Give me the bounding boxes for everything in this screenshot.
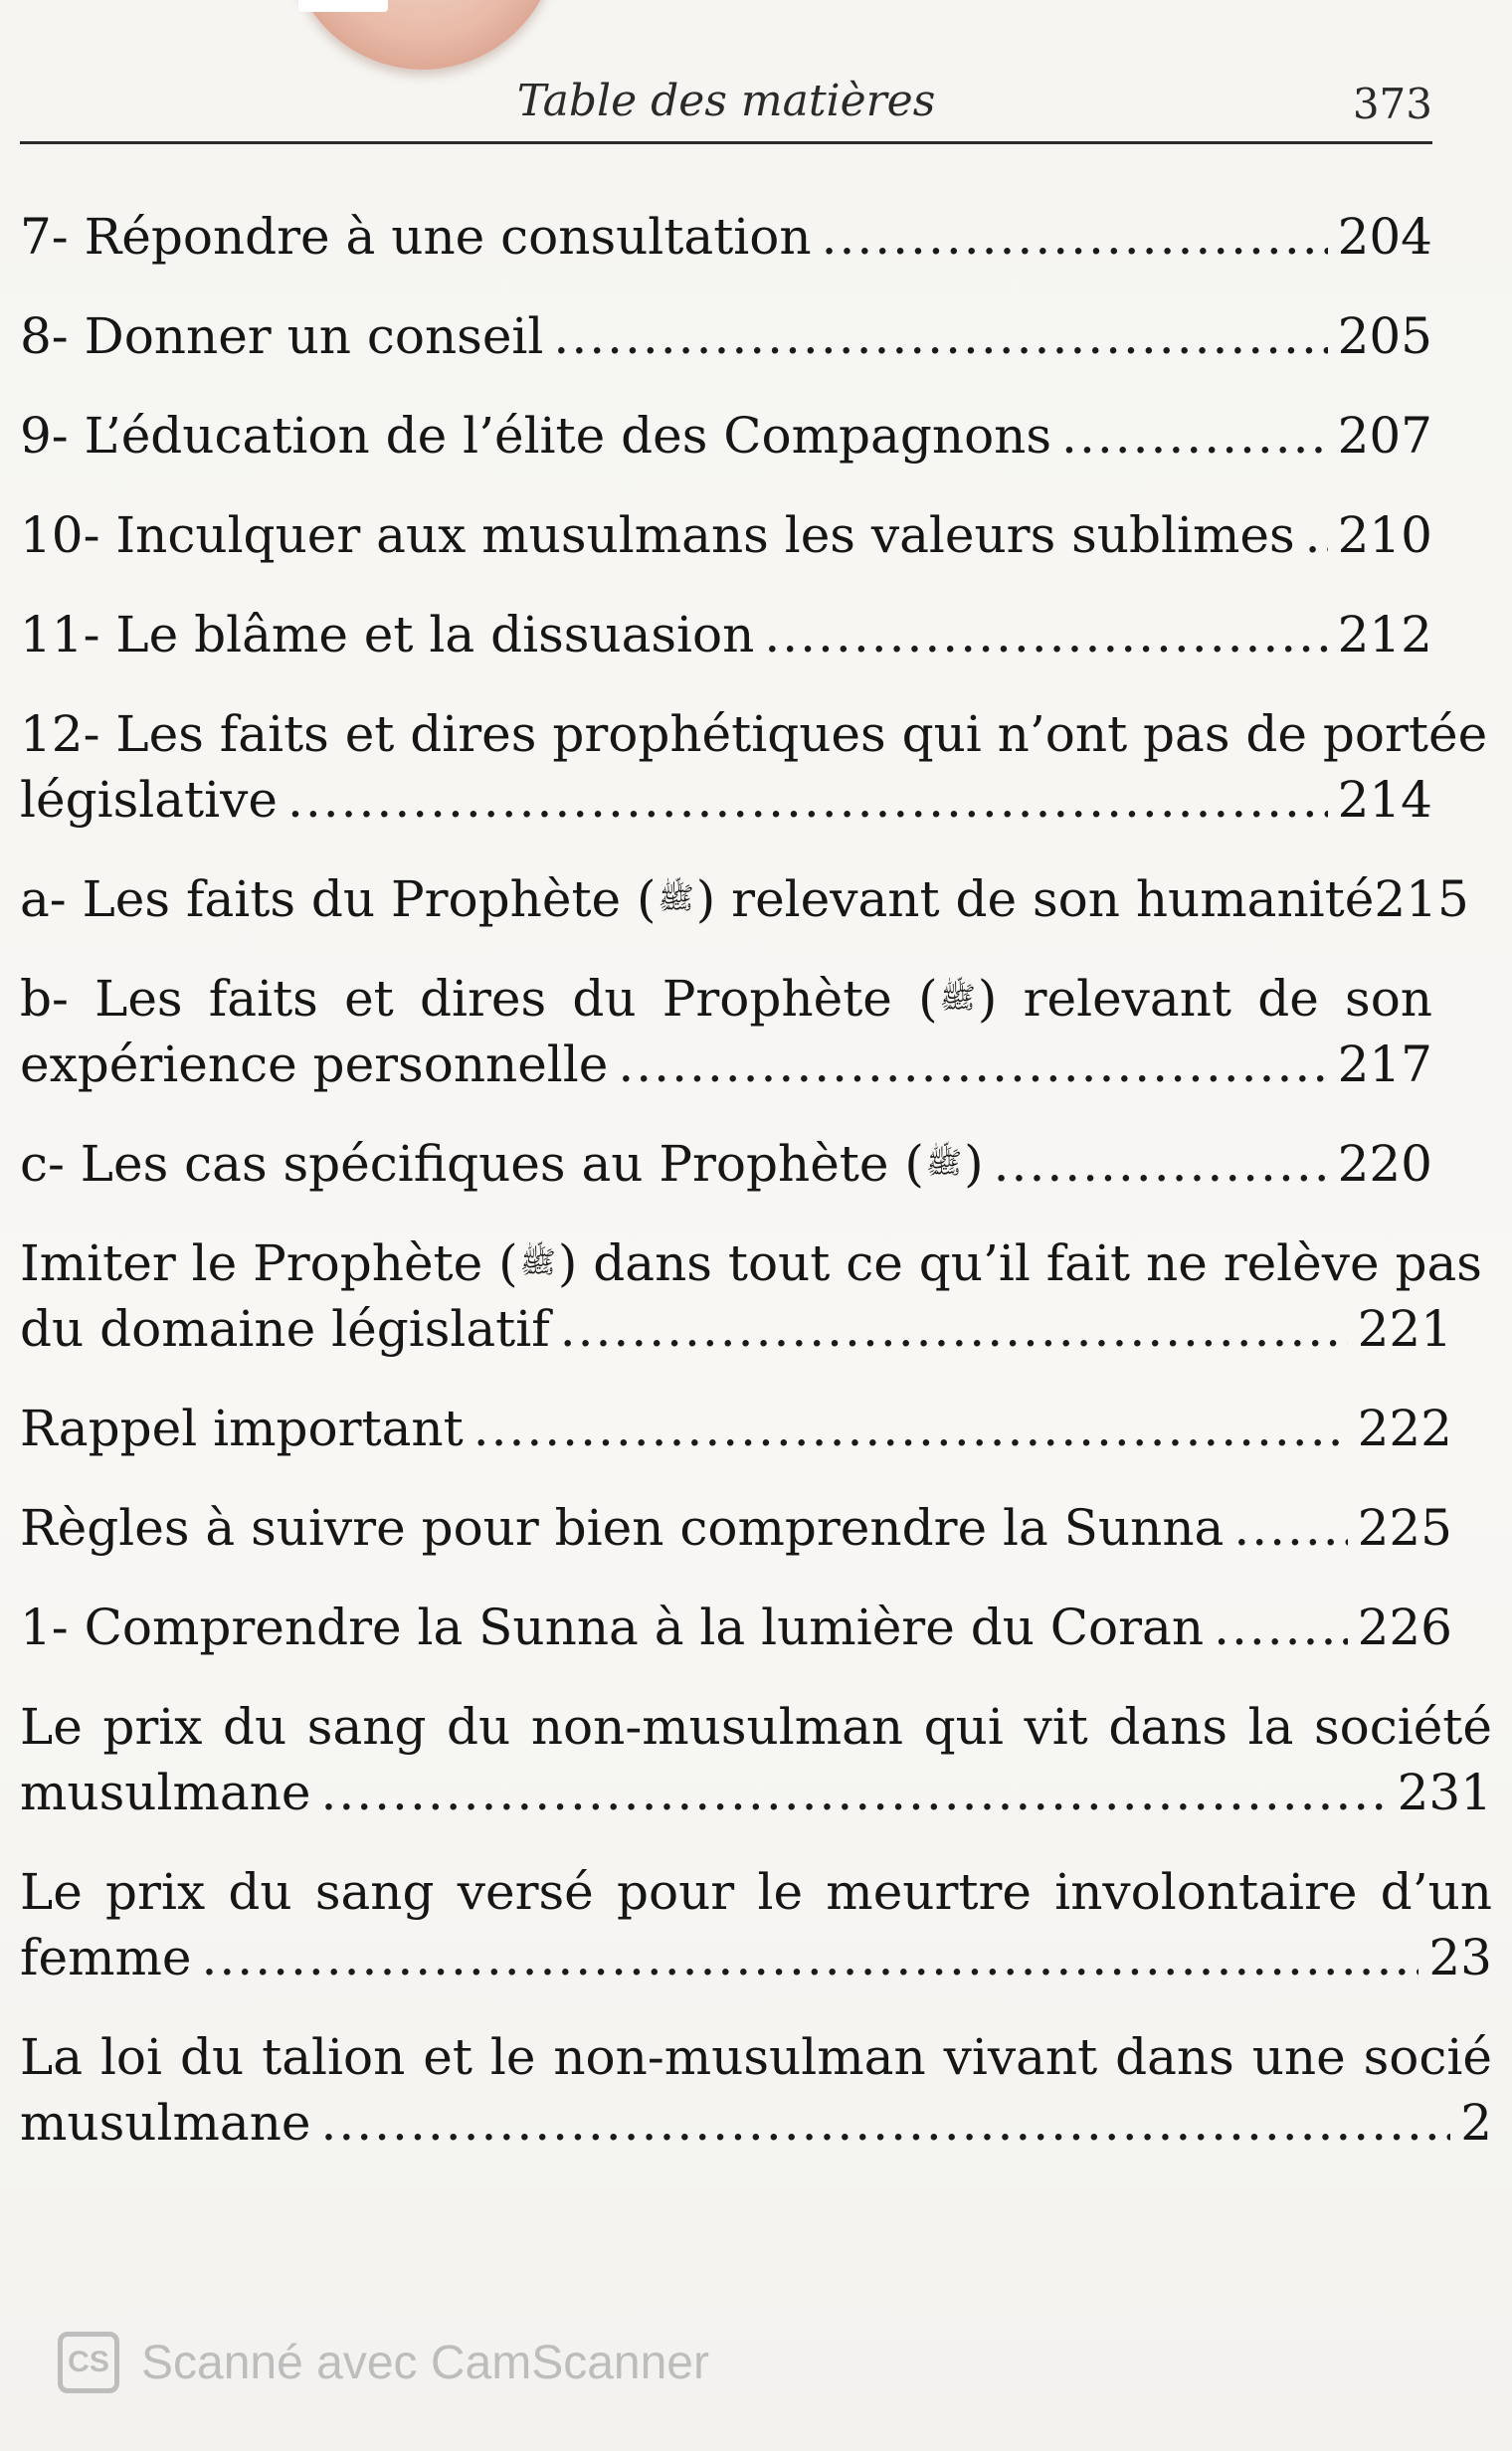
toc-dot-leader [320, 1760, 1387, 1825]
toc-entry-label [20, 1131, 984, 1197]
toc-entry-label: expérience personnelle [20, 1036, 609, 1093]
toc-entry-page: 221 [1357, 1300, 1452, 1358]
toc-entry-label: femme [20, 1929, 192, 1986]
toc-entry-page: 225 [1357, 1499, 1452, 1557]
toc-dot-leader [1214, 1595, 1347, 1660]
toc-entry-label: Règles à suivre pour bien comprendre la Sunna [20, 1499, 1225, 1557]
toc-label-part: a- Les faits du Prophète ( [20, 870, 657, 928]
toc-entry [20, 2024, 1492, 2156]
toc-dot-leader [1233, 1495, 1347, 1561]
toc-entry-label: 8- Donner un conseil [20, 307, 544, 365]
toc-entry-first-line: 12- Les faits et dires prophétiques qui n’ont pas de portée [20, 705, 1488, 763]
toc-label-part: c- Les cas spécifiques au Prophète ( [20, 1135, 924, 1193]
toc-label-part: ) dans tout ce qu’il fait ne relève pas [557, 1234, 1482, 1292]
toc-entry [20, 1495, 1452, 1561]
toc-entry-first-line: Le prix du sang du non-musulman qui vit dans la société [20, 1698, 1492, 1756]
toc-entry [20, 204, 1432, 270]
toc-entry-label [20, 866, 1374, 932]
toc-entry [20, 1595, 1452, 1660]
toc-dot-leader [1061, 403, 1328, 469]
toc-entry [20, 866, 1469, 932]
toc-entry [20, 1859, 1492, 1990]
header-title: Table des matières [516, 76, 936, 126]
toc-entry-label: 9- L’éducation de l’élite des Compagnons [20, 407, 1052, 465]
header-page-number: 373 [1352, 80, 1432, 128]
toc-entry-page: 220 [1337, 1135, 1432, 1193]
toc-entry [20, 1230, 1482, 1362]
watermark-text: Scanné avec CamScanner [141, 2336, 709, 2389]
toc-entry-page: 222 [1357, 1400, 1452, 1457]
toc-entry-first-line: Le prix du sang versé pour le meurtre involontaire d’un [20, 1863, 1492, 1921]
toc-entry-first-line [20, 1230, 1482, 1296]
toc-label-part: ) [964, 1135, 984, 1193]
toc-entry-page: 204 [1337, 208, 1432, 266]
toc-dot-leader [560, 1296, 1348, 1362]
toc-entry-page: 2 [1460, 2094, 1492, 2152]
toc-entry-label: musulmane [20, 2094, 311, 2152]
toc-entry-page: 217 [1337, 1036, 1432, 1093]
toc-entry [20, 1131, 1432, 1197]
toc-entry [20, 303, 1432, 369]
toc-entry-label: Rappel important [20, 1400, 464, 1457]
salla-ligature-icon: ﷺ [519, 1245, 556, 1280]
toc-entry-label: 1- Comprendre la Sunna à la lumière du Coran [20, 1599, 1205, 1656]
toc-label-part: b- Les faits et dires du Prophète ( [20, 970, 938, 1028]
toc-dot-leader [202, 1925, 1419, 1990]
toc-entry-page: 214 [1337, 771, 1432, 829]
toc-entry-label: législative [20, 771, 278, 829]
toc-entry-label: 11- Le blâme et la dissuasion [20, 606, 755, 663]
toc-entry [20, 966, 1432, 1097]
toc-dot-leader [994, 1131, 1328, 1197]
toc-entry-first-line [20, 966, 1432, 1032]
camscanner-logo-icon: CS [58, 2332, 119, 2393]
toc-entry-first-line: La loi du talion et le non-musulman vivant dans une socié [20, 2028, 1492, 2086]
toc-dot-leader [473, 1396, 1348, 1461]
toc-dot-leader [618, 1032, 1327, 1097]
toc-entry-page: 231 [1397, 1764, 1492, 1821]
toc-entry-label: 10- Inculquer aux musulmans les valeurs sublimes [20, 506, 1295, 564]
running-header [20, 70, 1432, 144]
toc-entry-label: musulmane [20, 1764, 311, 1821]
toc-entry-page: 226 [1357, 1599, 1452, 1656]
toc-entry-page: 210 [1337, 506, 1432, 564]
toc-entry-page: 205 [1337, 307, 1432, 365]
salla-ligature-icon: ﷺ [939, 981, 976, 1016]
toc-entry [20, 602, 1432, 667]
toc-dot-leader [822, 204, 1328, 270]
toc-dot-leader [287, 767, 1328, 833]
table-of-contents [20, 204, 1492, 2189]
toc-entry-label: du domaine législatif [20, 1300, 550, 1358]
toc-entry-label: 7- Répondre à une consultation [20, 208, 812, 266]
toc-entry-page: 23 [1428, 1929, 1492, 1986]
camscanner-watermark [58, 2328, 709, 2397]
toc-entry [20, 502, 1432, 568]
toc-dot-leader [764, 602, 1327, 667]
toc-entry [20, 1396, 1452, 1461]
toc-entry-page: 215 [1374, 870, 1469, 928]
toc-label-part: ) relevant de son [977, 970, 1433, 1028]
toc-entry [20, 403, 1432, 469]
toc-label-part: ) relevant de son humanité [695, 870, 1375, 928]
toc-dot-leader [1305, 502, 1328, 568]
toc-entry [20, 701, 1488, 833]
salla-ligature-icon: ﷺ [658, 881, 694, 916]
toc-entry-page: 207 [1337, 407, 1432, 465]
toc-dot-leader [553, 303, 1327, 369]
toc-dot-leader [320, 2090, 1450, 2156]
toc-entry [20, 1694, 1492, 1825]
finger-nail-artifact [298, 0, 388, 12]
toc-entry-page: 212 [1337, 606, 1432, 663]
toc-label-part: Imiter le Prophète ( [20, 1234, 518, 1292]
salla-ligature-icon: ﷺ [925, 1146, 963, 1181]
